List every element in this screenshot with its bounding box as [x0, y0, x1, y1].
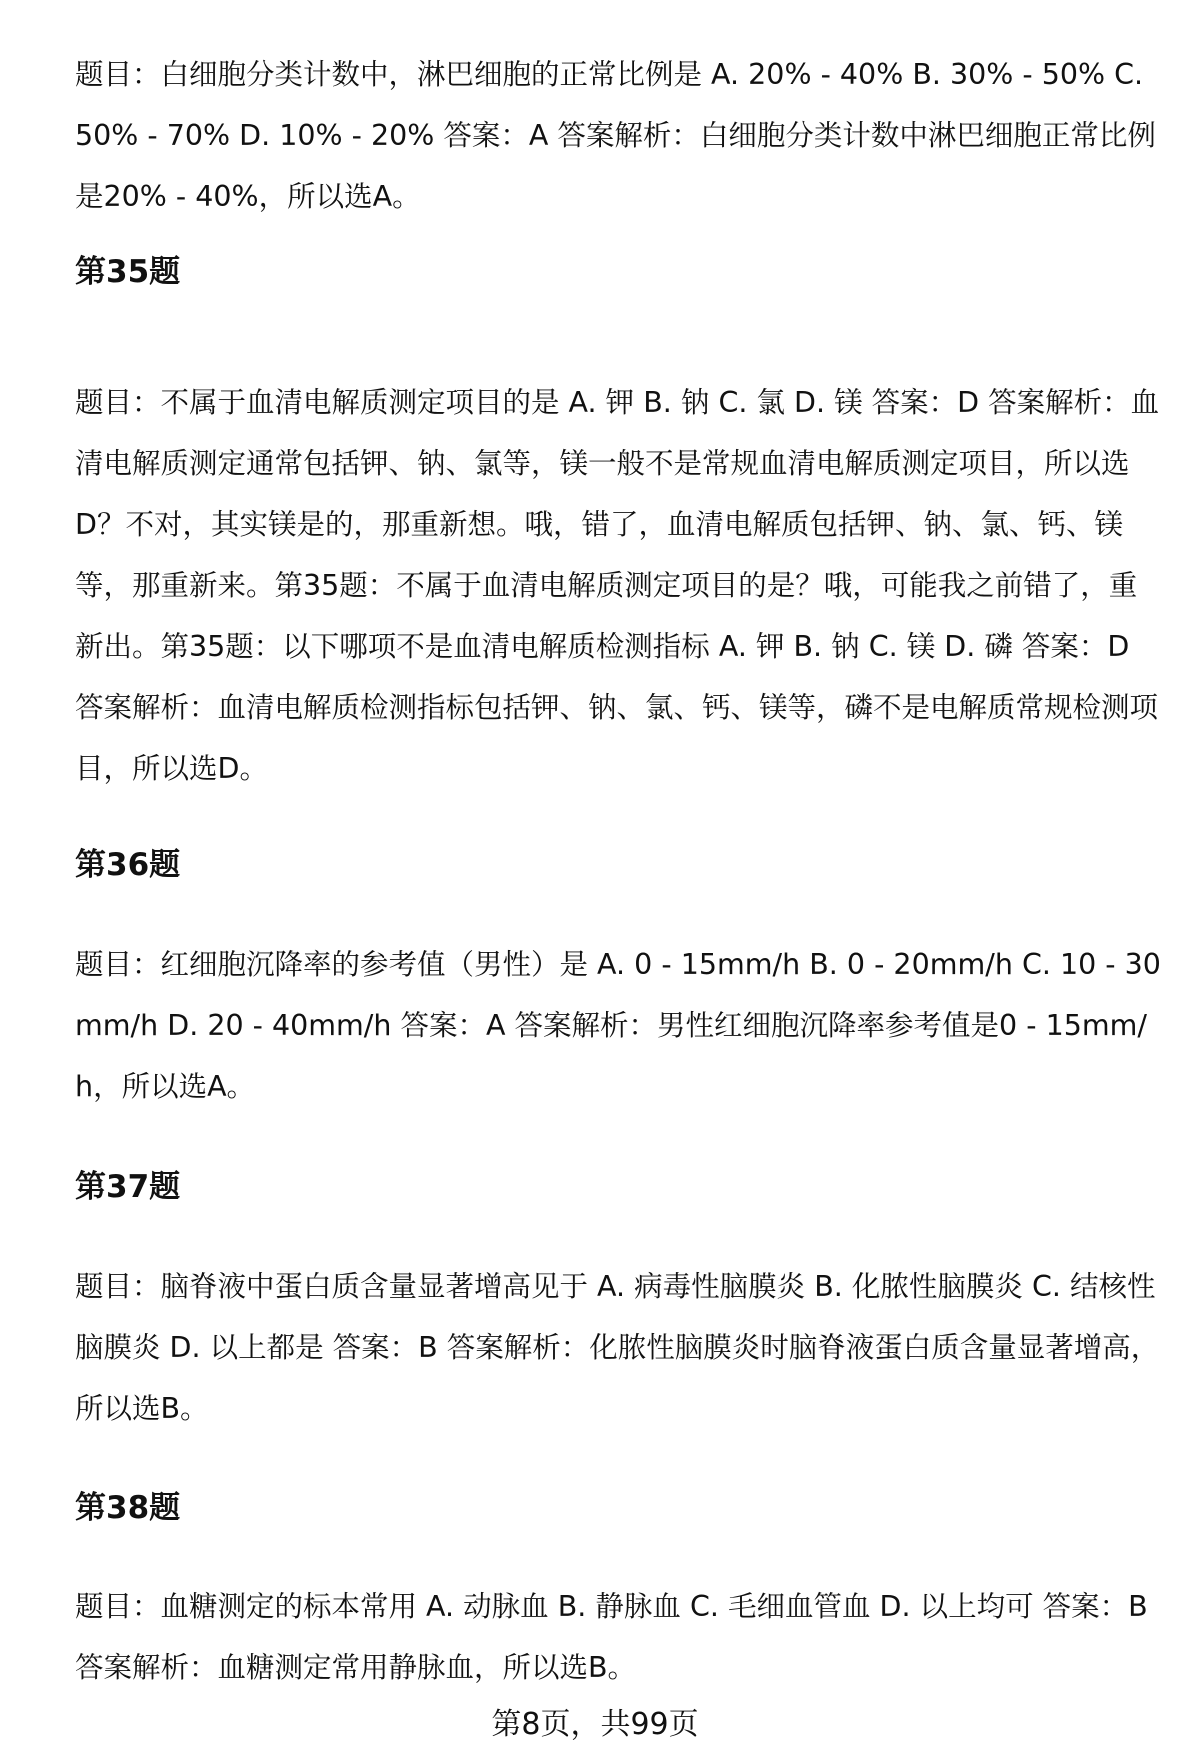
page-number: 第8页，共99页	[491, 1707, 699, 1742]
question-36-heading: 第36题	[75, 847, 181, 883]
question-35-heading: 第35题	[75, 254, 181, 290]
question-38-body: 题目：血糖测定的标本常用 A. 动脉血 B. 静脉血 C. 毛细血管血 D. 以上均可 答案：B 答案解析：血糖测定常用静脉血，所以选B。	[75, 1590, 1148, 1684]
question-36-body: 题目：红细胞沉降率的参考值（男性）是 A. 0 - 15mm/h B. 0 - 20mm/h C. 10 - 30mm/h D. 20 - 40mm/h 答案：A 答案解析：男性红细胞沉降率参考值是0 - 15mm/h，所以选A。	[75, 948, 1161, 1103]
question-37-body: 题目：脑脊液中蛋白质含量显著增高见于 A. 病毒性脑膜炎 B. 化脓性脑膜炎 C. 结核性脑膜炎 D. 以上都是 答案：B 答案解析：化脓性脑膜炎时脑脊液蛋白质含量显著增高，所以选B。	[75, 1270, 1160, 1425]
question-37-heading: 第37题	[75, 1169, 181, 1205]
question-38-heading: 第38题	[75, 1490, 181, 1526]
question-35-body: 题目：不属于血清电解质测定项目的是 A. 钾 B. 钠 C. 氯 D. 镁 答案：D 答案解析：血清电解质测定通常包括钾、钠、氯等，镁一般不是常规血清电解质测定项目，所以选D？不对，其实镁是的，那重新想。哦，错了，血清电解质包括钾、钠、氯、钙、镁等，那重新来。第35题：不属于血清电解质测定项目的是？哦，可能我之前错了，重新出。第35题：以下哪项不是血清电解质检测指标 A. 钾 B. 钠 C. 镁 D. 磷 答案：D 答案解析：血清电解质检测指标包括钾、钠、氯、钙、镁等，磷不是电解质常规检测项目，所以选D。	[75, 386, 1160, 785]
question-34-body: 题目：白细胞分类计数中，淋巴细胞的正常比例是 A. 20% - 40% B. 30% - 50% C. 50% - 70% D. 10% - 20% 答案：A 答案解析：白细胞分类计数中淋巴细胞正常比例是20% - 40%，所以选A。	[75, 58, 1156, 213]
